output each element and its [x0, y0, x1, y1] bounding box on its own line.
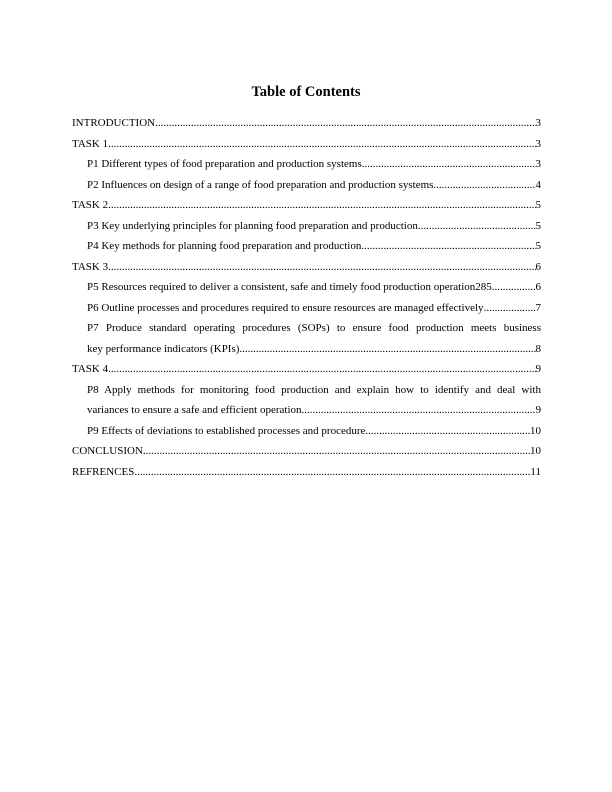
- toc-entry-text: P4 Key methods for planning food preparation and production: [87, 240, 362, 252]
- toc-entry-p6[interactable]: [72, 298, 541, 319]
- toc-page-number: 5: [535, 219, 541, 232]
- toc-entry-task4[interactable]: [72, 359, 541, 380]
- toc-page-number: 5: [535, 199, 541, 211]
- toc-page-number: 6: [535, 281, 541, 293]
- dot-leader: [484, 298, 536, 319]
- toc-entry-task3[interactable]: [72, 257, 541, 278]
- toc-page-number: 3: [535, 158, 541, 170]
- toc-page-number: 8: [535, 342, 541, 355]
- toc-entry-text: P3 Key underlying principles for planning food preparation and production: [87, 219, 418, 232]
- toc-entry-p5[interactable]: [72, 277, 541, 298]
- toc-entry-p7[interactable]: [72, 318, 541, 359]
- dot-leader: [108, 195, 535, 216]
- dot-leader: [418, 216, 536, 237]
- dot-leader: [433, 175, 535, 196]
- toc-entry-text: REFRENCES: [72, 465, 135, 478]
- toc-entry-text: P6 Outline processes and procedures required to ensure resources are managed effectively: [87, 301, 484, 314]
- toc-entry-p2[interactable]: [72, 175, 541, 196]
- toc-title: Table of Contents: [251, 84, 361, 100]
- dot-leader: [134, 462, 530, 483]
- toc-page-number: 5: [535, 240, 541, 252]
- dot-leader: [155, 113, 535, 134]
- toc-page-number: 11: [530, 465, 541, 478]
- toc-entry-text: P1 Different types of food preparation and production systems: [87, 158, 362, 170]
- toc-entry-text: CONCLUSION: [72, 445, 143, 457]
- toc-page-number: 6: [535, 260, 541, 273]
- toc-entry-text: TASK 4: [72, 363, 109, 375]
- toc-entry-p8[interactable]: [72, 380, 541, 421]
- dot-leader: [108, 257, 535, 278]
- dot-leader: [143, 441, 530, 462]
- toc-entry-references[interactable]: [72, 462, 541, 483]
- toc-entry-task2[interactable]: [72, 195, 541, 216]
- toc-entry-text-line1: P7 Produce standard operating procedures (SOPs) to ensure food production meets business: [87, 322, 541, 334]
- toc-entry-task1[interactable]: [72, 134, 541, 155]
- toc-entry-text: INTRODUCTION: [72, 117, 156, 129]
- toc-entry-text: P2 Influences on design of a range of food preparation and production systems: [87, 178, 434, 191]
- toc-page-number: 10: [530, 424, 541, 437]
- table-of-contents: [72, 113, 541, 482]
- dot-leader: [497, 277, 535, 298]
- toc-entry-text: TASK 2: [72, 199, 109, 211]
- toc-page-number: 3: [535, 137, 541, 150]
- toc-page-number: 7: [535, 301, 541, 314]
- toc-entry-conclusion[interactable]: [72, 441, 541, 462]
- toc-entry-p9[interactable]: [72, 421, 541, 442]
- toc-entry-text-line2: key performance indicators (KPIs): [87, 342, 240, 355]
- toc-entry-text: TASK 3: [72, 260, 109, 273]
- toc-entry-p1[interactable]: [72, 154, 541, 175]
- dot-leader: [108, 359, 535, 380]
- toc-page-number: 9: [535, 363, 541, 375]
- toc-entry-text: TASK 1: [72, 137, 109, 150]
- dot-leader: [108, 134, 535, 155]
- toc-entry-text: P5 Resources required to deliver a consistent, safe and timely food production operation285..: [87, 281, 498, 293]
- dot-leader: [365, 421, 530, 442]
- toc-page-number: 10: [530, 445, 541, 457]
- toc-entry-text-line2: variances to ensure a safe and efficient operation: [87, 404, 302, 416]
- toc-entry-text-line1: P8 Apply methods for monitoring food production and explain how to identify and deal with: [87, 383, 541, 396]
- toc-entry-introduction[interactable]: [72, 113, 541, 134]
- dot-leader: [302, 400, 536, 421]
- toc-page-number: 9: [535, 404, 541, 416]
- toc-page-number: 4: [535, 178, 541, 191]
- dot-leader: [239, 339, 535, 360]
- toc-entry-p4[interactable]: [72, 236, 541, 257]
- dot-leader: [361, 236, 535, 257]
- toc-entry-p3[interactable]: [72, 216, 541, 237]
- dot-leader: [362, 154, 536, 175]
- toc-page-number: 3: [535, 117, 541, 129]
- toc-entry-text: P9 Effects of deviations to established processes and procedure: [87, 424, 366, 437]
